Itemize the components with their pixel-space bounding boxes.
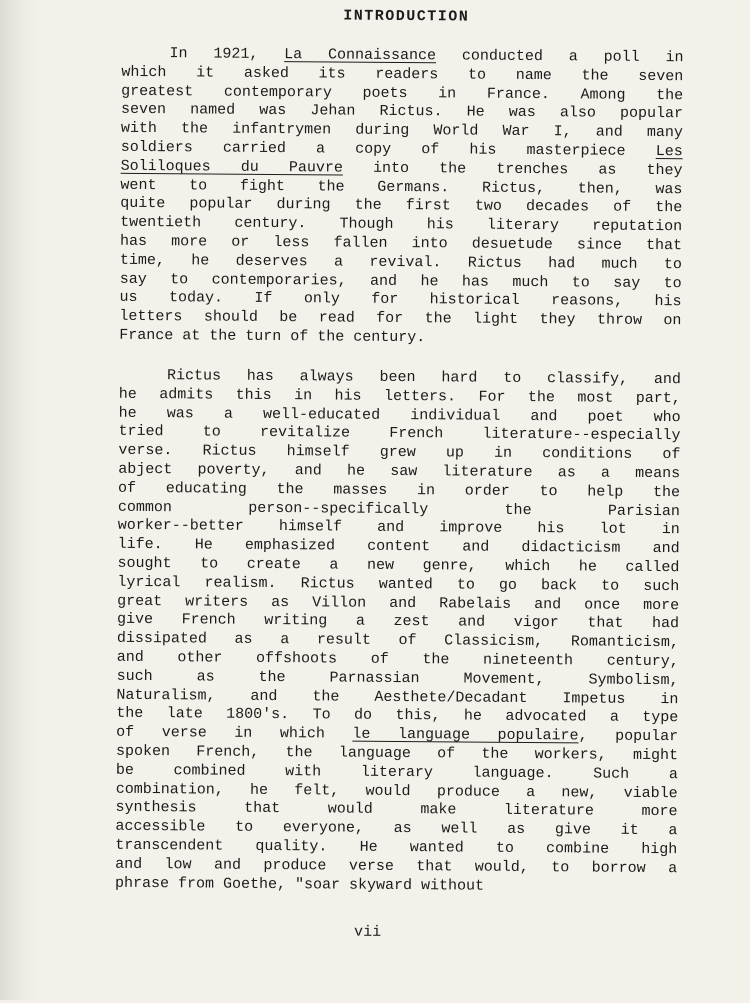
text-segment: transcendent quality. He wanted to combine high	[115, 836, 678, 859]
text-segment: tried to revitalize French literature--especially	[118, 423, 681, 445]
text-segment: seven named was Jehan Rictus. He was also popular	[120, 101, 684, 123]
text-segment: common person--specifically the Parisian	[117, 498, 680, 520]
text-segment: such as the Parnassian Movement, Symbolism,	[116, 667, 679, 689]
text-segment: soldiers carried a copy of his masterpiece	[120, 138, 656, 160]
text-segment: he was a well-educated individual and poet who	[118, 404, 681, 426]
underlined-title: Soliloques du Pauvre	[120, 157, 343, 177]
text-segment: quite popular during the first two decades of the	[120, 195, 683, 217]
text-segment: conducted a poll in	[436, 47, 684, 67]
text-segment: , popular	[578, 727, 679, 746]
text-segment: which it asked its readers to name the seven	[121, 63, 684, 86]
text-segment: he admits this in his letters. For the most part,	[118, 385, 681, 407]
text-segment: of educating the masses in order to help the	[118, 479, 681, 501]
text-segment: verse. Rictus himself grew up in conditions of	[118, 441, 681, 464]
text-segment: into the trenches as they	[342, 159, 683, 179]
paragraph-1	[119, 45, 683, 350]
text-segment: Rictus has always been hard to classify, and	[166, 367, 682, 389]
text-segment: has more or less fallen into desuetude since that	[119, 232, 683, 255]
text-segment: went to fight the Germans. Rictus, then, was	[120, 176, 683, 198]
text-segment: great writers as Villon and Rabelais and once more	[117, 592, 680, 614]
text-segment: synthesis that would make literature more	[115, 799, 678, 821]
text-segment: twentieth century. Though his literary reputation	[120, 213, 683, 236]
text-segment: and other offshoots of the nineteenth century,	[116, 648, 679, 671]
text-segment: give French writing a zest and vigor that had	[116, 611, 680, 633]
text-segment: the late 1800's. To do this, he advocated a type	[116, 705, 679, 727]
text-segment: phrase from Goethe, "soar skyward without	[114, 874, 485, 895]
text-segment: worker--better himself and improve his lot in	[117, 517, 680, 539]
text-segment: sought to create a new genre, which he called	[117, 554, 680, 577]
text-segment: us today. If only for historical reasons, his	[119, 289, 682, 311]
text-segment: life. He emphasized content and didacticism and	[117, 535, 680, 558]
underlined-title: Les	[655, 142, 683, 161]
text-segment: and low and produce verse that would, to borrow a	[115, 855, 678, 877]
page-heading: INTRODUCTION	[343, 7, 470, 26]
text-segment: combination, he felt, would produce a new, viable	[115, 780, 678, 802]
text-segment: say to contemporaries, and he has much to say to	[119, 270, 682, 292]
text-segment: of verse in which	[116, 723, 353, 743]
text-segment: dissipated as a result of Classicism, Romanticism,	[116, 629, 679, 652]
paragraph-2	[115, 367, 681, 898]
underlined-title: le language populaire	[352, 725, 579, 745]
page-number: vii	[354, 923, 382, 941]
underlined-title: La Connaissance	[284, 46, 437, 65]
text-segment: letters should be read for the light they throw on	[119, 307, 682, 330]
text-segment: with the infantrymen during World War I, and many	[120, 119, 683, 142]
text-segment: In 1921,	[169, 45, 285, 64]
text-segment: spoken French, the language of the workers, might	[115, 742, 679, 765]
text-segment: greatest contemporary poets in France. Among the	[121, 82, 684, 104]
text-segment: accessible to everyone, as well as give it a	[115, 817, 678, 840]
text-segment: be combined with literary language. Such a	[115, 761, 678, 783]
text-segment: Naturalism, and the Aesthete/Decadant Impetus in	[116, 686, 679, 708]
text-segment: France at the turn of the century.	[119, 326, 426, 347]
text-segment: time, he deserves a revival. Rictus had much to	[119, 251, 682, 273]
text-segment: abject poverty, and he saw literature as a means	[118, 460, 681, 483]
text-segment: lyrical realism. Rictus wanted to go back to such	[117, 573, 680, 595]
